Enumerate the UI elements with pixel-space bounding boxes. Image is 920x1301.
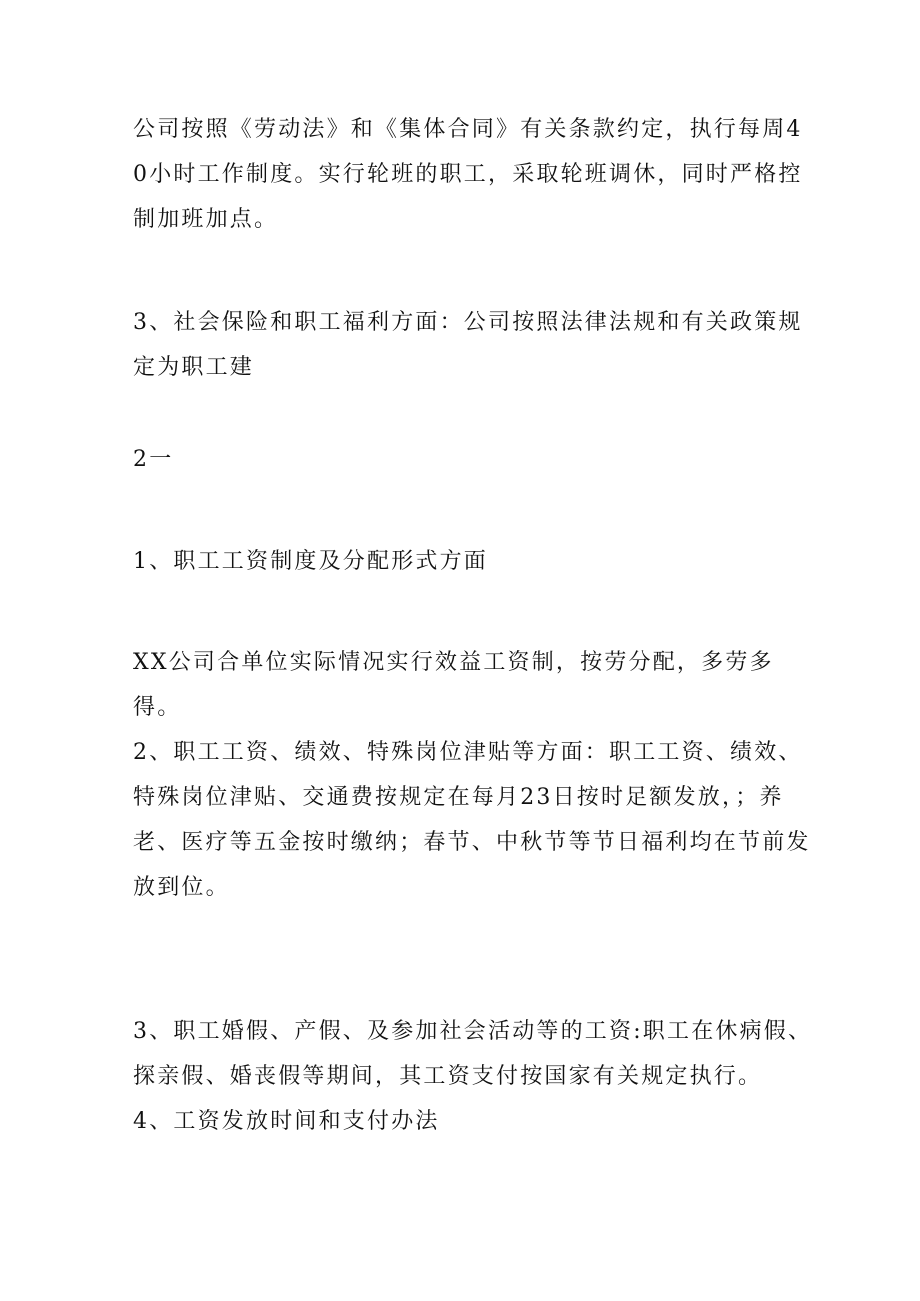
paragraph-leave-wages: 3、职工婚假、产假、及参加社会活动等的工资:职工在休病假、探亲假、婚丧假等期间，其工资支付按国家有关规定执行。 [133, 1019, 813, 1089]
page-number: 2一 [133, 447, 174, 472]
paragraph-social-insurance: 3、社会保险和职工福利方面：公司按照法律法规和有关政策规定为职工建 [133, 310, 803, 380]
paragraph-allowances: 2、职工工资、绩效、特殊岗位津贴等方面：职工工资、绩效、特殊岗位津贴、交通费按规定在每月23日按时足额发放，；养老、医疗等五金按时缴纳；春节、中秋节等节日福利均在节前发放到位。 [133, 740, 811, 900]
paragraph-working-hours: 公司按照《劳动法》和《集体合同》有关条款约定，执行每周40小时工作制度。实行轮班的职工，采取轮班调休，同时严格控制加班加点。 [133, 117, 803, 232]
section-heading-payment-time: 4、工资发放时间和支付办法 [133, 1109, 440, 1134]
paragraph-performance-pay: XX公司合单位实际情况实行效益工资制，按劳分配，多劳多得。 [133, 650, 774, 720]
section-heading-wage-system: 1、职工工资制度及分配形式方面 [133, 549, 488, 574]
